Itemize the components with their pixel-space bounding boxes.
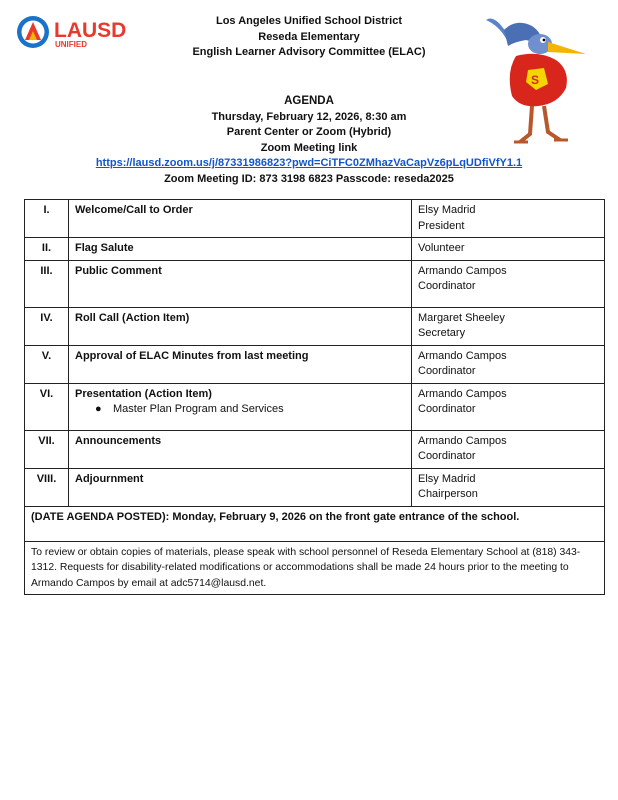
table-row bbox=[25, 468, 605, 506]
item-number: III. bbox=[25, 260, 69, 307]
item-title: Roll Call (Action Item) bbox=[69, 307, 412, 345]
item-title: Flag Salute bbox=[69, 238, 412, 261]
agenda-table bbox=[24, 199, 605, 595]
table-row bbox=[25, 200, 605, 238]
table-row bbox=[25, 307, 605, 345]
presenter-role: President bbox=[418, 219, 465, 232]
item-presenter bbox=[412, 430, 605, 468]
table-row bbox=[25, 238, 605, 261]
item-number: I. bbox=[25, 200, 69, 238]
item-title: Public Comment bbox=[69, 260, 412, 307]
item-number: IV. bbox=[25, 307, 69, 345]
presenter-name: Armando Campos bbox=[418, 349, 507, 362]
item-number: VII. bbox=[25, 430, 69, 468]
presenter-role: Chairperson bbox=[418, 488, 478, 500]
item-title: Welcome/Call to Order bbox=[69, 200, 412, 238]
presenter-name: Armando Campos bbox=[418, 387, 507, 400]
item-presenter bbox=[412, 307, 605, 345]
presenter-name: Elsy Madrid bbox=[418, 204, 476, 216]
item-presenter bbox=[412, 260, 605, 307]
table-row bbox=[25, 541, 605, 595]
meeting-location: Parent Center or Zoom (Hybrid) bbox=[226, 126, 392, 138]
presenter-name: Armando Campos bbox=[418, 434, 507, 447]
committee-name: English Learner Advisory Committee (ELAC) bbox=[192, 46, 426, 58]
district-name: Los Angeles Unified School District bbox=[215, 15, 402, 27]
logo-text: LAUSD bbox=[54, 19, 127, 42]
presenter-name: Volunteer bbox=[418, 242, 465, 254]
item-number: II. bbox=[25, 238, 69, 261]
item-number: VIII. bbox=[25, 468, 69, 506]
item-presenter bbox=[412, 200, 605, 238]
zoom-link-label: Zoom Meeting link bbox=[260, 141, 358, 154]
item-number: VI. bbox=[25, 383, 69, 430]
presenter-role: Secretary bbox=[418, 327, 466, 339]
item-number: V. bbox=[25, 345, 69, 383]
presenter-role: Coordinator bbox=[418, 280, 476, 292]
logo-subtext: UNIFIED bbox=[55, 40, 87, 49]
meeting-info bbox=[0, 94, 618, 187]
sub-item-label: Master Plan Program and Services bbox=[113, 403, 284, 415]
item-title: Approval of ELAC Minutes from last meeting bbox=[69, 345, 412, 383]
table-row bbox=[25, 345, 605, 383]
zoom-meeting-id: Zoom Meeting ID: 873 3198 6823 Passcode: reseda2025 bbox=[164, 172, 454, 185]
meeting-date: Thursday, February 12, 2026, 8:30 am bbox=[211, 110, 407, 123]
zoom-meeting-link[interactable]: https://lausd.zoom.us/j/87331986823?pwd=CiTFC0ZMhazVaCapVz6pLqUDfiVfY1.1 bbox=[95, 157, 523, 169]
presenter-role: Coordinator bbox=[418, 403, 476, 415]
school-header bbox=[0, 14, 618, 61]
item-presenter bbox=[412, 345, 605, 383]
table-row bbox=[25, 383, 605, 430]
school-name: Reseda Elementary bbox=[258, 30, 360, 43]
item-title: Adjournment bbox=[69, 468, 412, 506]
item-title-cell bbox=[69, 383, 412, 430]
agenda-title: AGENDA bbox=[284, 95, 334, 107]
presenter-name: Margaret Sheeley bbox=[418, 311, 505, 324]
item-title: Presentation (Action Item) bbox=[75, 387, 212, 400]
presenter-name: Armando Campos bbox=[418, 264, 507, 277]
svg-text:S: S bbox=[531, 73, 540, 87]
table-row bbox=[25, 260, 605, 307]
presenter-role: Coordinator bbox=[418, 450, 476, 462]
bullet-icon: ● bbox=[95, 403, 102, 415]
table-row bbox=[25, 506, 605, 541]
presenter-name: Elsy Madrid bbox=[418, 472, 476, 485]
item-presenter bbox=[412, 238, 605, 261]
accessibility-notice: To review or obtain copies of materials, please speak with school personnel of Reseda Elementary School at (818) 343-1312. Requests for disability-related modifications or accommodations shall be made 24 hours prior to the meeting to Armando Campos by email at adc5714@lausd.net. bbox=[25, 541, 605, 595]
date-agenda-posted: (DATE AGENDA POSTED): Monday, February 9, 2026 on the front gate entrance of the school. bbox=[25, 506, 605, 541]
presenter-role: Coordinator bbox=[418, 365, 476, 377]
table-row bbox=[25, 430, 605, 468]
item-presenter bbox=[412, 468, 605, 506]
sub-item bbox=[75, 402, 405, 418]
item-title: Announcements bbox=[69, 430, 412, 468]
item-presenter bbox=[412, 383, 605, 430]
